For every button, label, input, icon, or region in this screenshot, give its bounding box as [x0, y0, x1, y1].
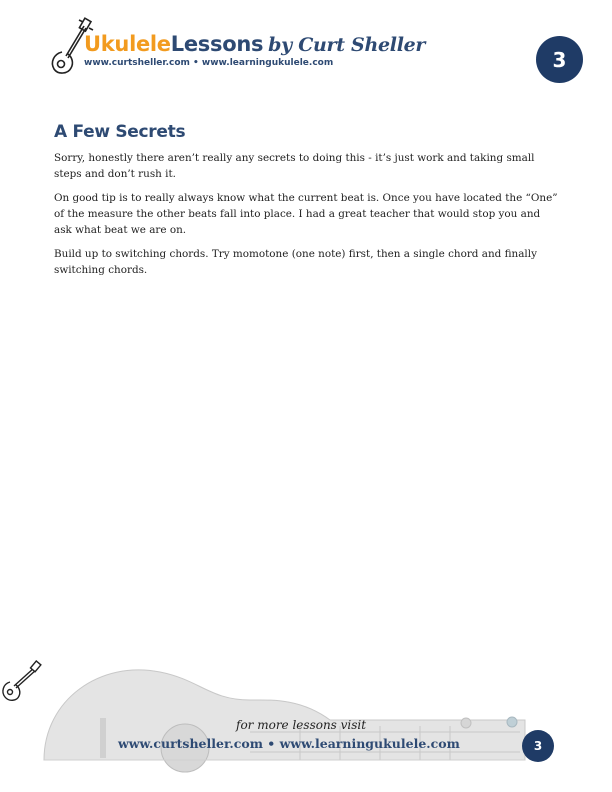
brand-title — [84, 32, 425, 56]
page-number-badge: 3 — [536, 36, 583, 83]
paragraph: On good tip is to really always know what the current beat is. Once you have located the “One” of the measure the other beats fall into place. I had a great teacher that would stop you and ask what beat we are on. — [54, 192, 558, 236]
footer-urls: www.curtsheller.com • www.learningukulele.com — [118, 736, 460, 751]
footer-ukulele-icon — [0, 660, 46, 704]
header-logo — [48, 16, 426, 76]
footer-visit-text: for more lessons visit — [236, 718, 367, 732]
brand-ukulele: Ukulele — [84, 32, 171, 56]
header-urls: www.curtsheller.com • www.learningukulele.com — [84, 58, 334, 68]
footer — [0, 660, 612, 792]
brand-lessons: Lessons — [170, 32, 264, 56]
main-content — [54, 122, 558, 286]
brand-author: by Curt Sheller — [268, 34, 426, 56]
section-title: A Few Secrets — [54, 122, 186, 142]
paragraph: Sorry, honestly there aren’t really any secrets to doing this - it’s just work and taking small steps and don’t rush it. — [54, 152, 535, 180]
paragraph: Build up to switching chords. Try momotone (one note) first, then a single chord and finally switching chords. — [54, 248, 537, 276]
footer-page-number-badge: 3 — [522, 730, 554, 762]
